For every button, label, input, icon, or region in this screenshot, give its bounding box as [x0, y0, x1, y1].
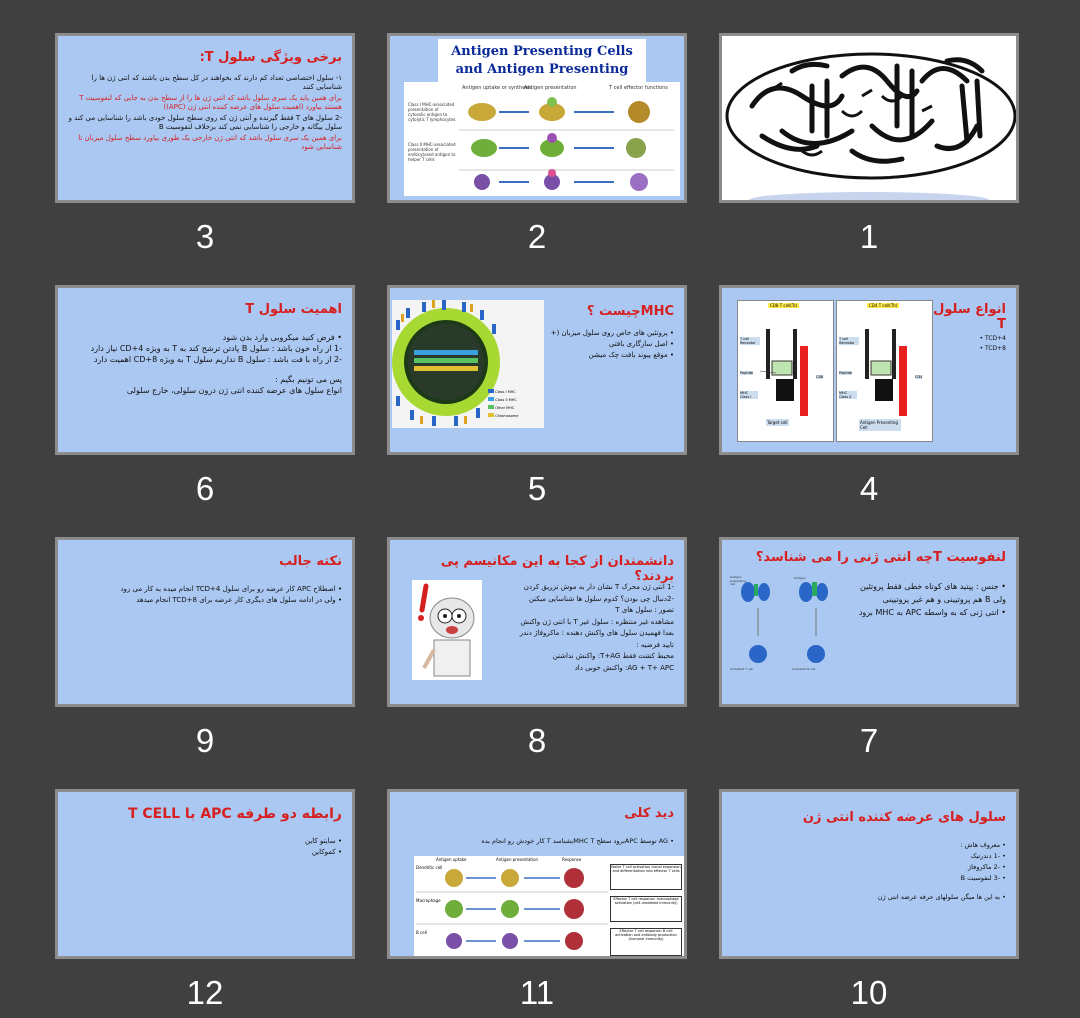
row-label: Class I MHC-associated presentation of cytosolic antigen to cytolytic T lymphocytes	[408, 102, 456, 122]
slide-thumbnail-8[interactable]	[387, 537, 687, 707]
figure-label: T cell Receptor	[740, 337, 760, 345]
body-line: -1 انتی ژن محرک T نشان دار به موش تزریق کردن	[523, 583, 674, 591]
body-line: برای همین باید یک سری سلول باشد که انتی ژن ها را از سطح بدن به جایی که لنفوسیت T هستند بیاورد (اهمیت سلول های عرضه کننده انتی ژن (APC))	[79, 94, 342, 111]
figure-label: Target cell	[767, 420, 788, 425]
response-box: Naive T cell activation clonal expansion and differentiation into effector T cells	[610, 864, 682, 890]
response-box: Effector T cell response: macrophage activation (cell-mediated immunity)	[610, 896, 682, 922]
bullet-list	[952, 334, 1006, 354]
slide-number-12: 12	[186, 974, 224, 1011]
slide-thumbnail-12[interactable]	[55, 789, 355, 959]
slide-number-3: 3	[195, 218, 215, 255]
body-line: انواع سلول های عرضه کننده انتی ژن درون سلولی، خارج سلولی	[126, 386, 342, 395]
slide-number-11: 11	[519, 974, 555, 1011]
bullet-item: • سایتو کاین	[304, 837, 342, 845]
figure-label: CD4 T cell(Th)	[869, 303, 898, 308]
slide-body	[470, 582, 674, 674]
slide-thumbnail-6[interactable]	[55, 285, 355, 455]
bullet-item: TCD+4 •	[979, 335, 1006, 342]
scientist-image	[412, 580, 482, 680]
response-box: Effector T cell response: B cell activation and antibody production (humoral immunity)	[610, 928, 682, 956]
bullet-item: • اصطلاح APC کار عرضه رو برای سلول TCD+4 انجام میده به کار می رود	[120, 585, 342, 593]
slide-number-2: 2	[527, 218, 547, 255]
body-line: -1 از راه خون باشد : سلول B پادتن ترشح کند به T به ویژه CD+4 نیاز دارد	[90, 344, 342, 353]
antigen-presentation-figure	[404, 82, 680, 196]
slide-thumbnail-11[interactable]	[387, 789, 687, 959]
bullet-item: • -1 دندرتیک	[970, 852, 1006, 860]
bullet-item: • پروتئین های خاص روی سلول میزبان (+	[550, 329, 674, 337]
slide-thumbnail-10[interactable]	[719, 789, 1019, 959]
body-line: برای همین یک سری سلول باشد که انتی ژن خارجی یک طوری بیاورد سطح سلول میزبان تا شناسایی شود	[78, 134, 342, 151]
slide-title: لنفوسیت Tچه انتی ژنی را می شناسد؟	[755, 550, 1006, 565]
legend-item: Class I MHC	[488, 388, 542, 396]
legend	[488, 388, 542, 420]
slide-number-7: 7	[859, 722, 879, 759]
figure-label: Antigen Presenting Cell	[859, 419, 901, 431]
slide-body	[78, 332, 342, 396]
figure-label: CD8 T cell(Tc)	[770, 303, 798, 308]
slide-title: Antigen Presenting Cells and Antigen Presenting	[438, 39, 646, 83]
cd8-figure	[737, 300, 834, 442]
body-line: AG + T+ APC: واکنش خوبی داد	[574, 663, 674, 672]
slide-thumbnail-4[interactable]	[719, 285, 1019, 455]
row-label: B cell	[416, 930, 427, 935]
bullet-item: • به این ها میگن سلولهای حرفه عرضه انتی ژن	[877, 893, 1006, 901]
slide-thumbnail-3[interactable]	[55, 33, 355, 203]
figure-label: CD8	[816, 375, 824, 379]
slide-body	[66, 74, 342, 154]
bullet-item: • جنس : پپتید های کوتاه خطی فقط پروتئین	[860, 582, 1006, 591]
slide-thumbnail-2[interactable]	[387, 33, 687, 203]
cell-diagram	[404, 82, 680, 196]
bullet-item: • معروف هاش :	[960, 841, 1006, 849]
figure-label: MHC Class II	[839, 391, 857, 399]
slide-title: دانشمندان از کجا به این مکانیسم پی بردند؟	[440, 554, 674, 584]
figure-header: Antigen uptake	[436, 857, 467, 862]
body-line: -2دنبال چی بودن؟ کدوم سلول ها شناسایی میکنن	[528, 594, 674, 603]
row-label: Class II MHC-associated presentation of endocytosed antigen to helper T cells	[408, 142, 456, 162]
figure-label: CD4	[915, 375, 923, 379]
t-cell-figure	[728, 574, 836, 684]
slide-number-10: 10	[850, 974, 888, 1011]
slide-number-1: 1	[859, 218, 879, 255]
figure-label: Peptide	[740, 371, 754, 375]
row-label: Macrophage	[416, 898, 441, 903]
legend-item: Other MHC	[488, 404, 542, 412]
row-label: Dendritic cell	[416, 865, 443, 870]
slide-title: دید کلی	[624, 806, 674, 821]
bullet-item: • ولی در ادامه سلول های دیگری کار عرضه برای TCD+8 انجام میدهد	[136, 596, 342, 604]
legend-item: Chromosome	[488, 412, 542, 420]
bullet-list	[68, 584, 342, 606]
body-line: مشاهده غیر منتظره : سلول غیر T با انتی ژن واکنش	[520, 617, 674, 626]
body-line: پس می تونیم بگیم :	[275, 375, 342, 384]
body-line: -2 از راه با فت باشد : سلول B نداریم سلول T به ویژه CD+8 اهمیت دارد	[93, 355, 342, 364]
slide-number-5: 5	[527, 470, 547, 507]
body-line: تایید فرضیه :	[636, 640, 674, 649]
bullet-item: • موقع پیوند بافت چک میشن	[588, 351, 674, 359]
slide-thumbnail-7[interactable]	[719, 537, 1019, 707]
bullet-list	[66, 836, 342, 858]
bullet-item: • کموکاین	[311, 848, 342, 856]
figure-label: T cell Receptor	[839, 337, 859, 345]
figure-header: Antigen presentation	[496, 857, 539, 862]
slide-thumbnail-1[interactable]	[719, 33, 1019, 203]
slide-title: برخی ویژگی سلول T:	[199, 50, 342, 65]
calligraphy-emblem	[722, 36, 1016, 200]
bullet-item: • اصل سازگاری بافتی	[608, 340, 674, 348]
bullet-item: ولی B هم پروتیینی و هم غیر پروتیینی	[882, 595, 1006, 604]
bullet-item: • -3 لنفوسیت B	[960, 874, 1006, 882]
slide-title: نکته جالب	[278, 554, 342, 569]
body-line: -2 سلول های T فقط گیرنده و آنتی ژن که روی سطح سلول خودی باشد را شناسایی می کند و سلول بیگانه و خارجی را شناسایی نمی کند برخلاف لنفوسیت B	[68, 114, 342, 131]
figure-label: Activated T cell	[730, 667, 754, 671]
bullet-item: TCD+8 •	[979, 345, 1006, 352]
body-line: • فرض کنید میکروبی وارد بدن شود	[222, 333, 342, 342]
slide-thumbnail-5[interactable]	[387, 285, 687, 455]
slide-thumbnail-9[interactable]	[55, 537, 355, 707]
bullet-item: • -2 ماکروفاژ	[968, 863, 1006, 871]
figure-label: Antigen presenting cell	[730, 575, 747, 586]
body-line: بعدا فهمیدن سلول های واکنش دهنده : ماکروفاژ دندر	[519, 629, 674, 637]
slide-title: سلول های عرضه کننده انتی ژن	[802, 810, 1006, 825]
cd4-figure	[836, 300, 933, 442]
slide-number-4: 4	[859, 470, 879, 507]
figure-label: Antigen	[794, 576, 806, 580]
figure-label: MHC Class I	[740, 391, 758, 399]
figure-header: T cell effector functions	[609, 85, 668, 91]
bullet-list	[540, 328, 674, 361]
slide-number-9: 9	[195, 722, 215, 759]
slide-title: انواع سلول T	[933, 302, 1006, 332]
slide-number-8: 8	[527, 722, 547, 759]
figure-label: Peptide	[839, 371, 853, 375]
slide-title: رابطه دو طرفه APC با T CELL	[127, 806, 342, 822]
body-line: تصور : سلول های T	[615, 606, 674, 614]
slide-title: MHCچیست ؟	[586, 304, 674, 319]
slide-line: • AG توسط APCبرود سطح MHC Tبشناسد T کار خودش رو انجام بده	[481, 837, 674, 845]
figure-header: Response	[562, 857, 582, 862]
body-line: محیط کشت فقط T+AG: واکنش نداشتن	[552, 652, 674, 660]
figure-header: Antigen presentation	[524, 85, 577, 91]
bullet-list	[782, 840, 1006, 903]
mhc-figure	[392, 300, 544, 428]
figure-label: Activated B cell	[792, 667, 816, 671]
bullet-item: • انتی ژنی که به واسطه APC به MHC برود	[858, 608, 1006, 617]
bullet-list	[818, 580, 1006, 619]
body-line: ۱- سلول اختصاصی تعداد کم دارند که بخواهند در کل سطح بدن باشند که انتی ژن ها را شناسایی کنند	[91, 74, 342, 91]
legend-item: Class II MHC	[488, 396, 542, 404]
slide-title: اهمیت سلول T	[245, 302, 342, 317]
figure-header: Antigen uptake or synthesis	[462, 85, 532, 91]
slide-number-6: 6	[195, 470, 215, 507]
apc-overview-figure	[414, 856, 686, 958]
